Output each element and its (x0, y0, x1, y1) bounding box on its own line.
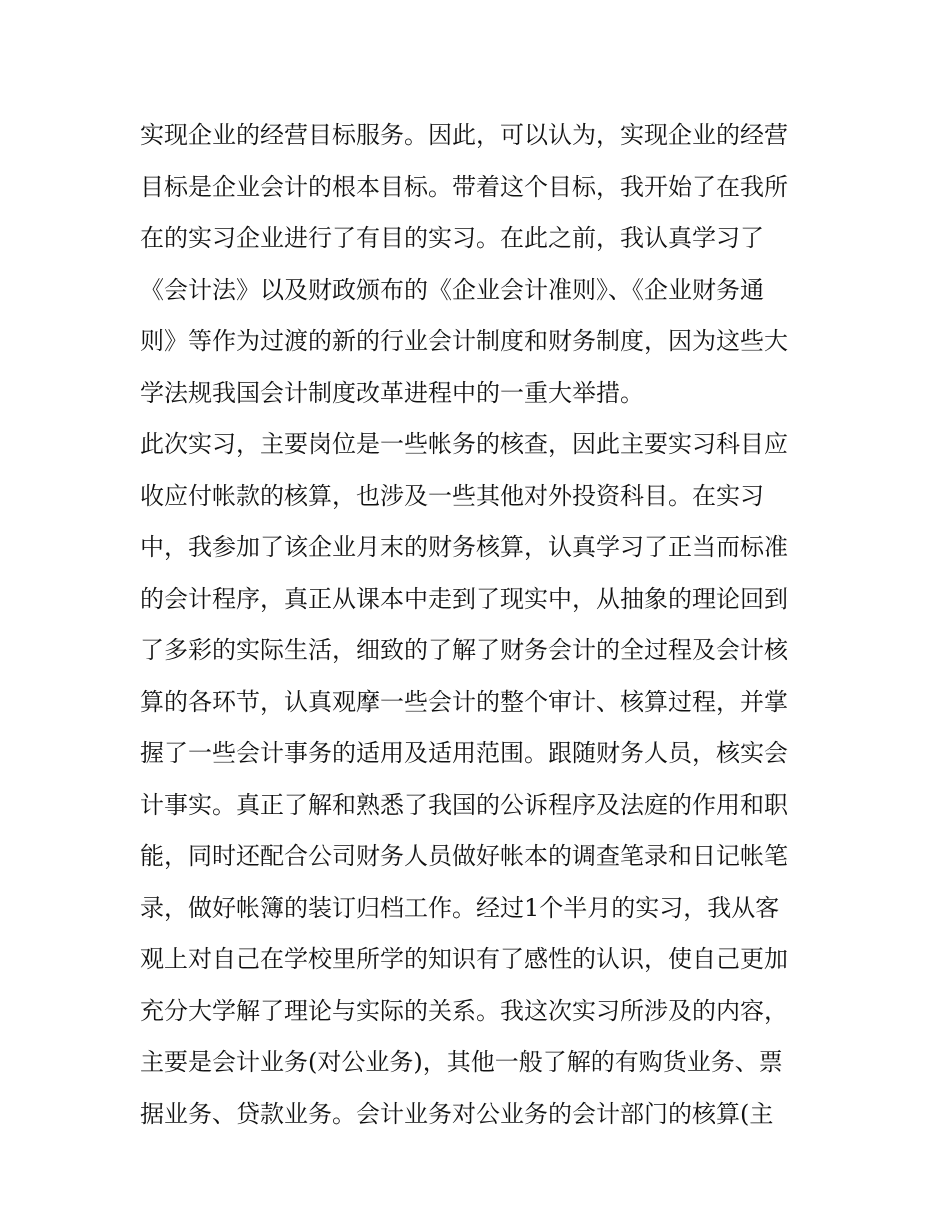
text-line: 观上对自己在学校里所学的知识有了感性的认识，使自己更加 (140, 945, 788, 973)
text-line: 算的各环节，认真观摩一些会计的整个审计、核算过程，并掌 (140, 687, 788, 716)
text-line: 《会计法》以及财政颁布的《企业会计准则》、《企业财务通 (140, 275, 764, 304)
text-line: 计事实。真正了解和熟悉了我国的公诉程序及法庭的作用和职 (140, 790, 788, 819)
text-line: 中，我参加了该企业月末的财务核算，认真学习了正当而标准 (140, 533, 788, 561)
text-line: 收应付帐款的核算，也涉及一些其他对外投资科目。在实习 (140, 481, 764, 510)
document-body (140, 110, 820, 1140)
text-line: 能，同时还配合公司财务人员做好帐本的调查笔录和日记帐笔 (140, 842, 788, 870)
text-line: 了多彩的实际生活，细致的了解了财务会计的全过程及会计核 (140, 636, 788, 664)
text-line: 据业务、贷款业务。会计业务对公业务的会计部门的核算(主 (140, 1099, 774, 1128)
text-line: 充分大学解了理论与实际的关系。我这次实习所涉及的内容， (140, 996, 788, 1025)
text-line: 在的实习企业进行了有目的实习。在此之前，我认真学习了 (140, 224, 764, 252)
text-line: 则》等作为过渡的新的行业会计制度和财务制度，因为这些大 (140, 327, 788, 355)
text-line: 学法规我国会计制度改革进程中的一重大举措。 (140, 378, 644, 407)
text-line: 目标是企业会计的根本目标。带着这个目标，我开始了在我所 (140, 172, 788, 201)
text-line: 录，做好帐簿的装订归档工作。经过1个半月的实习，我从客 (140, 893, 780, 922)
text-line: 此次实习，主要岗位是一些帐务的核查，因此主要实习科目应 (140, 430, 788, 458)
text-line: 的会计程序，真正从课本中走到了现实中，从抽象的理论回到 (140, 584, 788, 613)
text-line: 握了一些会计事务的适用及适用范围。跟随财务人员，核实会 (140, 739, 788, 767)
text-line: 实现企业的经营目标服务。因此，可以认为，实现企业的经营 (140, 121, 788, 149)
text-line: 主要是会计业务(对公业务)，其他一般了解的有购货业务、票 (140, 1048, 783, 1076)
